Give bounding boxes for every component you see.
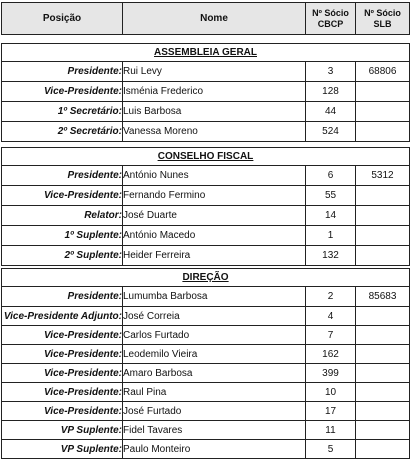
table-row xyxy=(2,62,410,82)
section-title xyxy=(2,269,410,287)
table-row xyxy=(2,122,410,142)
cell-nome: Heider Ferreira xyxy=(123,246,306,266)
cell-slb xyxy=(356,206,410,226)
cell-cbcp: 14 xyxy=(306,206,356,226)
cell-slb: 85683 xyxy=(356,287,410,307)
cell-slb xyxy=(356,102,410,122)
cell-posicao: Vice-Presidente: xyxy=(2,326,123,345)
cell-posicao: 2º Secretário: xyxy=(2,122,123,142)
cell-slb xyxy=(356,326,410,345)
cell-slb xyxy=(356,345,410,364)
cell-posicao: Vice-Presidente: xyxy=(2,364,123,383)
cell-cbcp: 2 xyxy=(306,287,356,307)
section-assembleia-geral xyxy=(1,43,410,142)
cell-posicao: Vice-Presidente: xyxy=(2,402,123,421)
cell-nome: Lumumba Barbosa xyxy=(123,287,306,307)
table-row xyxy=(2,246,410,266)
cell-posicao: 2º Suplente: xyxy=(2,246,123,266)
cell-posicao: 1º Suplente: xyxy=(2,226,123,246)
table-row xyxy=(2,345,410,364)
cell-slb xyxy=(356,246,410,266)
cell-nome: Rui Levy xyxy=(123,62,306,82)
cell-posicao: Vice-Presidente: xyxy=(2,82,123,102)
table-row xyxy=(2,440,410,459)
cell-posicao: Relator: xyxy=(2,206,123,226)
table-row xyxy=(2,102,410,122)
cell-nome: Vanessa Moreno xyxy=(123,122,306,142)
cell-posicao: VP Suplente: xyxy=(2,440,123,459)
header-nome: Nome xyxy=(123,3,306,35)
table-row xyxy=(2,383,410,402)
table-row xyxy=(2,364,410,383)
cell-cbcp: 17 xyxy=(306,402,356,421)
cell-posicao: VP Suplente: xyxy=(2,421,123,440)
cell-posicao: 1º Secretário: xyxy=(2,102,123,122)
section-title-text: ASSEMBLEIA GERAL xyxy=(154,47,257,58)
cell-cbcp: 11 xyxy=(306,421,356,440)
cell-slb xyxy=(356,402,410,421)
cell-posicao: Vice-Presidente: xyxy=(2,186,123,206)
table-row xyxy=(2,402,410,421)
cell-nome: António Nunes xyxy=(123,166,306,186)
cell-nome: Carlos Furtado xyxy=(123,326,306,345)
table-row xyxy=(2,206,410,226)
cell-slb xyxy=(356,226,410,246)
cell-nome: Isménia Frederico xyxy=(123,82,306,102)
section-conselho-fiscal xyxy=(1,147,410,266)
cell-slb xyxy=(356,440,410,459)
cell-nome: Leodemilo Vieira xyxy=(123,345,306,364)
cell-cbcp: 3 xyxy=(306,62,356,82)
cell-nome: José Duarte xyxy=(123,206,306,226)
cell-cbcp: 55 xyxy=(306,186,356,206)
cell-slb xyxy=(356,82,410,102)
cell-cbcp: 132 xyxy=(306,246,356,266)
cell-slb xyxy=(356,421,410,440)
table-row xyxy=(2,186,410,206)
cell-slb: 5312 xyxy=(356,166,410,186)
section-title-text: CONSELHO FISCAL xyxy=(157,151,254,162)
cell-posicao: Vice-Presidente: xyxy=(2,345,123,364)
cell-nome: Raul Pina xyxy=(123,383,306,402)
cell-cbcp: 1 xyxy=(306,226,356,246)
header-posicao: Posição xyxy=(2,3,123,35)
section-title xyxy=(2,44,410,62)
cell-nome: António Macedo xyxy=(123,226,306,246)
cell-posicao: Presidente: xyxy=(2,287,123,307)
cell-cbcp: 44 xyxy=(306,102,356,122)
cell-cbcp: 5 xyxy=(306,440,356,459)
table-row xyxy=(2,166,410,186)
header-table xyxy=(1,2,410,35)
cell-nome: José Correia xyxy=(123,307,306,326)
cell-slb: 68806 xyxy=(356,62,410,82)
table-row xyxy=(2,307,410,326)
cell-cbcp: 162 xyxy=(306,345,356,364)
cell-cbcp: 7 xyxy=(306,326,356,345)
table-row xyxy=(2,326,410,345)
header-socio-slb xyxy=(356,3,410,35)
cell-nome: Amaro Barbosa xyxy=(123,364,306,383)
cell-nome: José Furtado xyxy=(123,402,306,421)
cell-cbcp: 10 xyxy=(306,383,356,402)
cell-slb xyxy=(356,122,410,142)
cell-cbcp: 128 xyxy=(306,82,356,102)
table-row xyxy=(2,226,410,246)
section-title xyxy=(2,148,410,166)
cell-cbcp: 6 xyxy=(306,166,356,186)
cell-posicao: Presidente: xyxy=(2,166,123,186)
cell-slb xyxy=(356,186,410,206)
cell-nome: Paulo Monteiro xyxy=(123,440,306,459)
cell-nome: Fernando Fermino xyxy=(123,186,306,206)
cell-cbcp: 4 xyxy=(306,307,356,326)
section-direcao xyxy=(1,268,410,459)
table-row xyxy=(2,82,410,102)
cell-posicao: Presidente: xyxy=(2,62,123,82)
header-socio-cbcp xyxy=(306,3,356,35)
cell-nome: Fidel Tavares xyxy=(123,421,306,440)
cell-posicao: Vice-Presidente: xyxy=(2,383,123,402)
cell-cbcp: 524 xyxy=(306,122,356,142)
cell-slb xyxy=(356,383,410,402)
cell-slb xyxy=(356,307,410,326)
section-title-text: DIREÇÃO xyxy=(182,272,229,283)
cell-nome: Luis Barbosa xyxy=(123,102,306,122)
table-row xyxy=(2,421,410,440)
cell-cbcp: 399 xyxy=(306,364,356,383)
header-socio-slb-text: Nº Sócio SLB xyxy=(364,7,401,29)
table-row xyxy=(2,287,410,307)
cell-slb xyxy=(356,364,410,383)
header-socio-cbcp-text: Nº Sócio CBCP xyxy=(312,7,349,29)
cell-posicao: Vice-Presidente Adjunto: xyxy=(2,307,123,326)
